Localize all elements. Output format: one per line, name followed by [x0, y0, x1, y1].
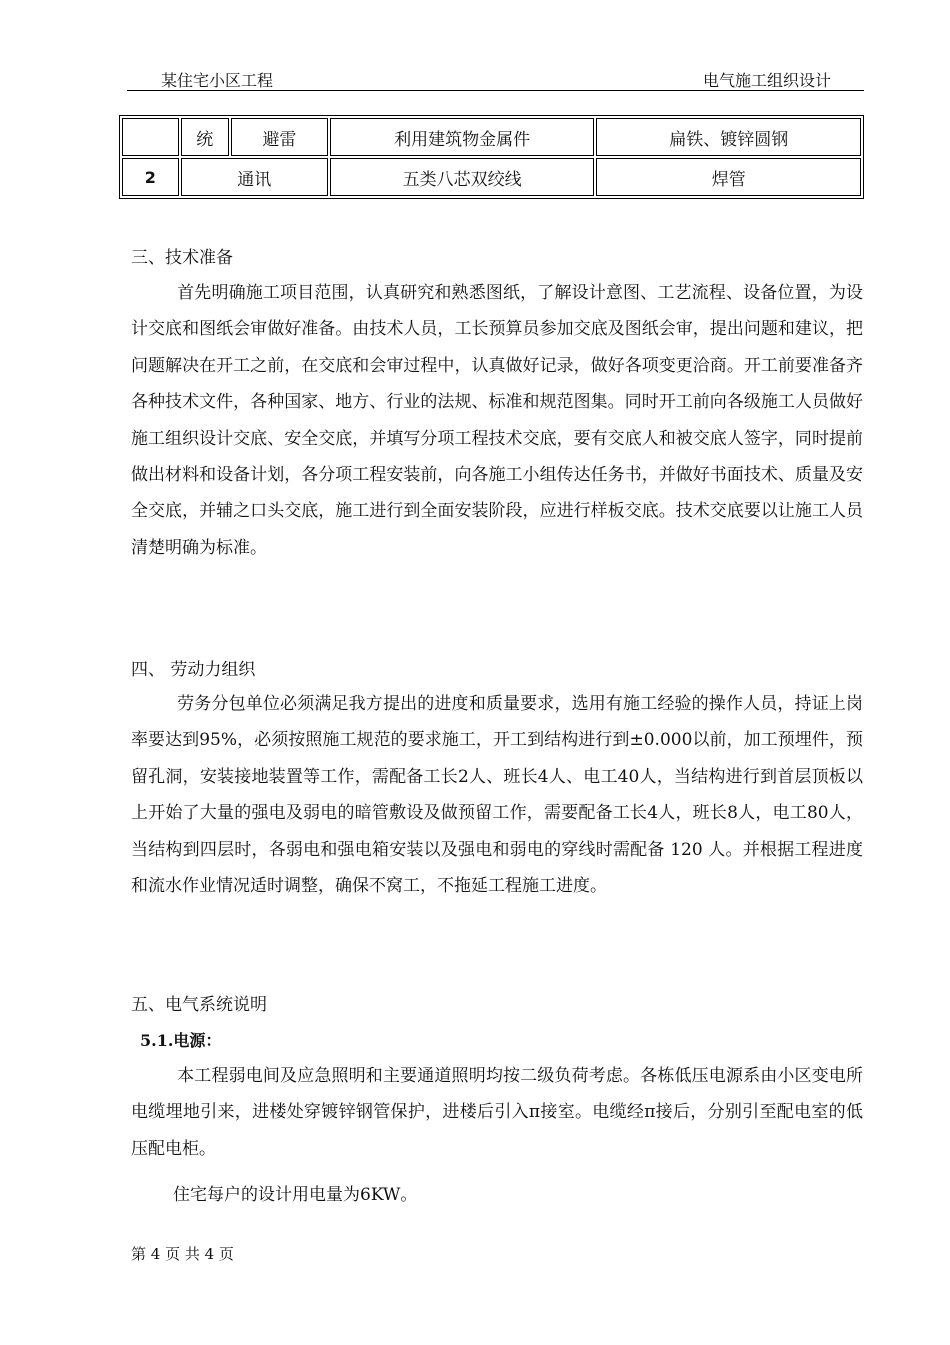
- section-5-heading: 五、电气系统说明: [131, 995, 267, 1015]
- section-5-1-paragraph: [131, 1058, 863, 1167]
- table-cell: 五类八芯双绞线: [330, 158, 595, 196]
- table-cell: 通讯: [181, 158, 328, 196]
- section-3-paragraph: [131, 275, 863, 566]
- table-cell: 利用建筑物金属件: [330, 118, 595, 156]
- section-3-text: 首先明确施工项目范围，认真研究和熟悉图纸，了解设计意图、工艺流程、设备位置，为设计交底和图纸会审做好准备。由技术人员，工长预算员参加交底及图纸会审，提出问题和建议，把问题解决在开工之前，在交底和会审过程中，认真做好记录，做好各项变更洽商。开工前要准备齐各种技术文件，各种国家、地方、行业的法规、标准和规范图集。同时开工前向各级施工人员做好施工组织设计交底、安全交底，并填写分项工程技术交底，要有交底人和被交底人签字，同时提前做出材料和设备计划，各分项工程安装前，向各施工小组传达任务书，并做好书面技术、质量及安全交底，并辅之口头交底，施工进行到全面安装阶段，应进行样板交底。技术交底要以让施工人员清楚明确为标准。: [131, 283, 863, 558]
- header-document-title: 电气施工组织设计: [702, 71, 831, 90]
- table-cell-number: 2: [122, 158, 179, 196]
- table-row: [122, 118, 861, 156]
- section-5-1-text: 本工程弱电间及应急照明和主要通道照明均按二级负荷考虑。各栋低压电源系由小区变电所电缆埋地引来，进楼处穿镀锌钢管保护，进楼后引入π接室。电缆经π接后，分别引至配电室的低压配电柜。: [131, 1066, 863, 1159]
- page-header: [127, 68, 863, 90]
- table-cell: [122, 118, 179, 156]
- section-4-text: 劳务分包单位必须满足我方提出的进度和质量要求，选用有施工经验的操作人员，持证上岗率要达到95%，必须按照施工规范的要求施工，开工到结构进行到±0.000以前，加工预埋件，预留孔洞，安装接地装置等工作，需配备工长2人、班长4人、电工40人，当结构进行到首层顶板以上开始了大量的强电及弱电的暗管敷设及做预留工作，需要配备工长4人，班长8人，电工80人，当结构到四层时，各弱电和强电箱安装以及强电和弱电的穿线时需配备 120 人。并根据工程进度和流水作业情况适时调整，确保不窝工，不拖延工程施工进度。: [131, 694, 863, 897]
- page-footer: 第 4 页 共 4 页: [131, 1245, 234, 1263]
- table-cell: 扁铁、镀锌圆钢: [596, 118, 861, 156]
- table-cell: 避雷: [231, 118, 328, 156]
- table-cell: 统: [181, 118, 229, 156]
- table-row: [122, 158, 861, 196]
- header-rule: [127, 90, 864, 91]
- table-cell: 焊管: [596, 158, 861, 196]
- section-4-paragraph: [131, 686, 863, 904]
- section-5-1-heading: 5.1.电源：: [140, 1031, 222, 1050]
- header-project-name: 某住宅小区工程: [161, 71, 274, 90]
- section-4-heading: 四、 劳动力组织: [131, 660, 256, 680]
- system-table: [119, 115, 864, 199]
- section-5-1-line: 住宅每户的设计用电量为6KW。: [173, 1185, 418, 1205]
- section-3-heading: 三、技术准备: [131, 248, 233, 268]
